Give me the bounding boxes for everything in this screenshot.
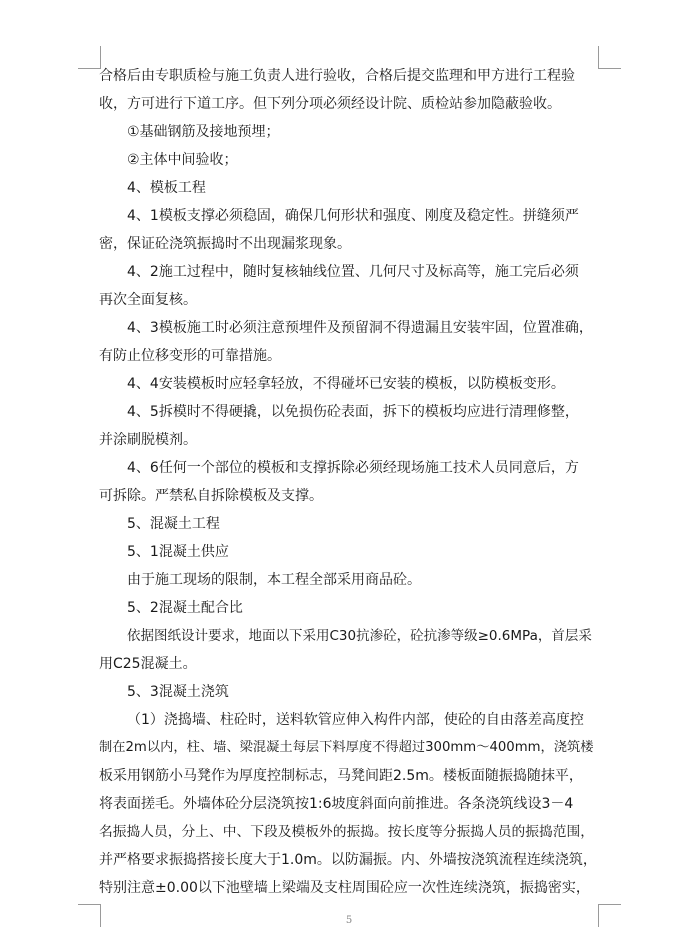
text-line: 有防止位移变形的可靠措施。 <box>99 348 281 364</box>
text-line: 制在2m以内，柱、墙、梁混凝土每层下料厚度不得超过300mm～400mm，浇筑楼 <box>99 740 594 755</box>
text-line: 由于施工现场的限制，本工程全部采用商品砼。 <box>127 572 421 588</box>
crop-mark-top-left <box>78 46 101 69</box>
page-number: 5 <box>345 915 353 926</box>
text-line: 4、3模板施工时必须注意预埋件及预留洞不得遗漏且安装牢固，位置准确， <box>127 320 593 336</box>
text-line: 5、混凝土工程 <box>127 516 220 532</box>
text-line: （1）浇捣墙、柱砼时，送料软管应伸入构件内部，使砼的自由落差高度控 <box>127 712 584 728</box>
text-line: 4、4安装模板时应轻拿轻放，不得碰坏已安装的模板，以防模板变形。 <box>127 376 565 392</box>
text-line: 并涂刷脱模剂。 <box>99 432 197 448</box>
text-line: 4、6任何一个部位的模板和支撑拆除必须经现场施工技术人员同意后，方 <box>127 460 579 476</box>
text-line: 名振捣人员，分上、中、下段及模板外的振捣。按长度等分振捣人员的振捣范围， <box>99 824 595 840</box>
document-body <box>99 62 599 902</box>
text-line: 再次全面复核。 <box>99 292 197 308</box>
text-line: 4、1模板支撑必须稳固，确保几何形状和强度、刚度及稳定性。拼缝须严 <box>127 208 579 224</box>
text-line: 5、2混凝土配合比 <box>127 600 243 616</box>
text-line: 4、模板工程 <box>127 180 206 196</box>
text-line: 收，方可进行下道工序。但下列分项必须经设计院、质检站参加隐蔽验收。 <box>99 96 561 112</box>
text-line: 密，保证砼浇筑振捣时不出现漏浆现象。 <box>99 236 351 252</box>
text-line: 依据图纸设计要求，地面以下采用C30抗渗砼，砼抗渗等级≥0.6MPa，首层采 <box>127 628 592 644</box>
text-line: ①基础钢筋及接地预埋； <box>127 124 280 140</box>
text-line: 可拆除。严禁私自拆除模板及支撑。 <box>99 488 323 504</box>
text-line: 4、2施工过程中，随时复核轴线位置、几何尺寸及标高等，施工完后必须 <box>127 264 579 280</box>
text-line: 特别注意±0.00以下池壁墙上梁端及支柱周围砼应一次性连续浇筑，振捣密实， <box>99 880 590 896</box>
text-line: 用C25混凝土。 <box>99 656 197 672</box>
text-line: ②主体中间验收； <box>127 152 238 168</box>
text-line: 4、5拆模时不得硬撬，以免损伤砼表面，拆下的模板均应进行清理修整， <box>127 404 579 420</box>
text-line: 并严格要求振捣搭接长度大于1.0m。以防漏振。内、外墙按浇筑流程连续浇筑， <box>99 852 597 868</box>
text-line: 将表面搓毛。外墙体砼分层浇筑按1:6坡度斜面向前推进。各条浇筑线设3－4 <box>99 796 574 812</box>
text-line: 合格后由专职质检与施工负责人进行验收，合格后提交监理和甲方进行工程验 <box>99 68 575 84</box>
crop-mark-top-right <box>598 46 621 69</box>
text-line: 5、3混凝土浇筑 <box>127 684 229 700</box>
text-line: 板采用钢筋小马凳作为厚度控制标志，马凳间距2.5m。楼板面随振捣随抹平， <box>99 768 583 784</box>
text-line: 5、1混凝土供应 <box>127 544 229 560</box>
